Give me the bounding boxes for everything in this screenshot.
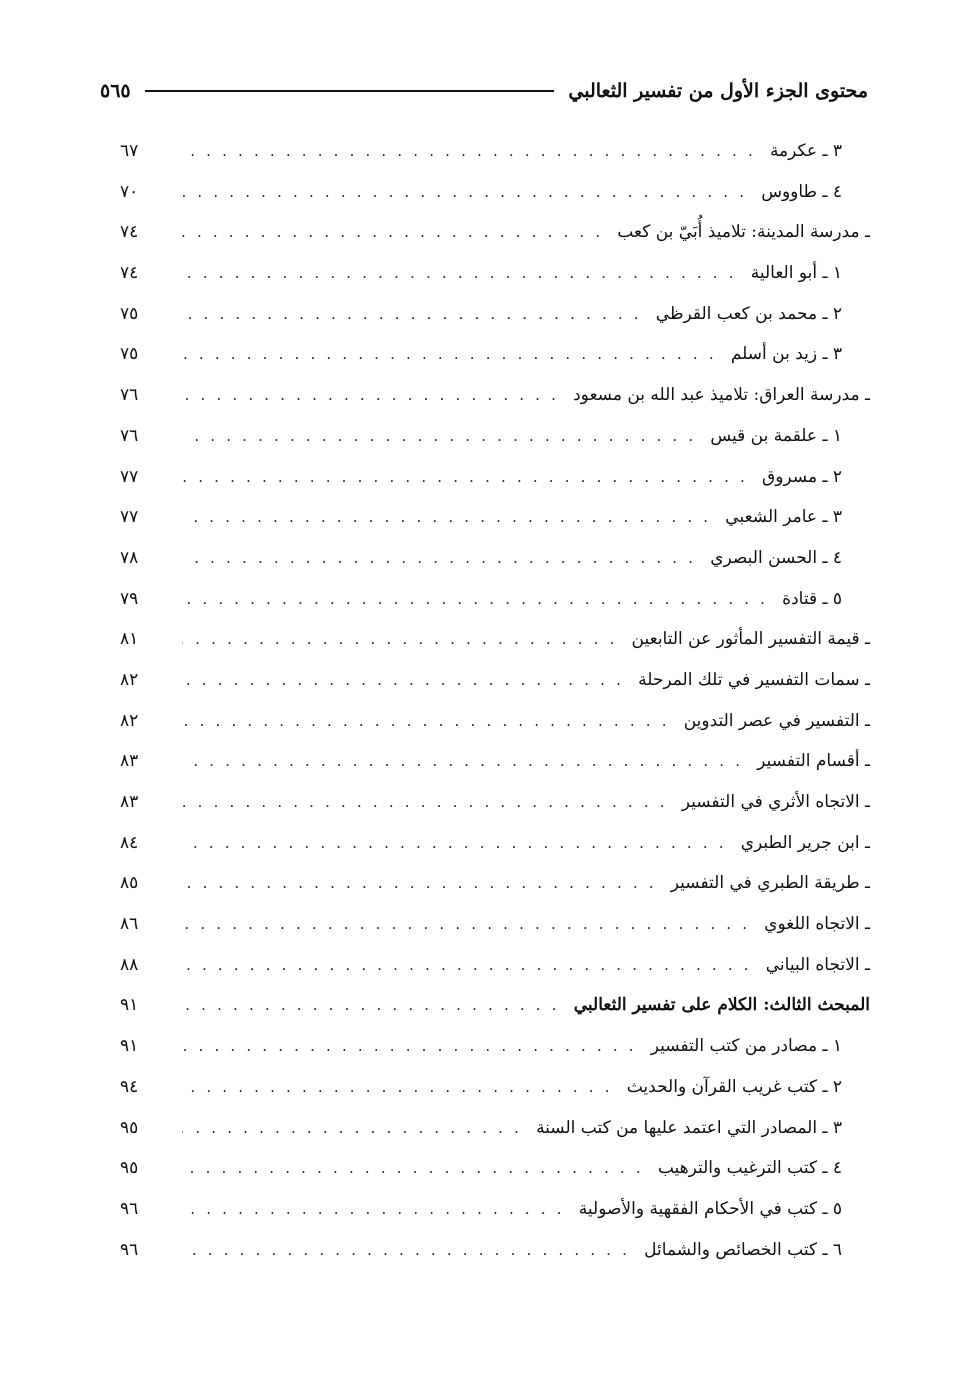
toc-entry-title: ٢ ـ محمد بن كعب القرظي (655, 303, 842, 324)
toc-entry-title: المبحث الثالث: الكلام على تفسير الثعالبي (573, 995, 870, 1016)
toc-entry-page: ٩٥ (120, 1117, 139, 1138)
toc-entry-title: ١ ـ مصادر من كتب التفسير (650, 1036, 842, 1057)
dot-leader (182, 253, 737, 294)
dot-leader (182, 538, 696, 579)
toc-entry (120, 416, 870, 457)
toc-entry (120, 660, 870, 701)
toc-entry-title: ٢ ـ مسروق (762, 466, 842, 487)
toc-entry (120, 619, 870, 660)
toc-entry-title: ٤ ـ طاووس (761, 181, 842, 202)
dot-leader (182, 863, 657, 904)
toc-entry-page: ٨٣ (120, 751, 139, 772)
toc-entry (120, 579, 870, 620)
dot-leader (182, 212, 603, 253)
toc-entry-page: ٨١ (120, 629, 139, 650)
table-of-contents (120, 131, 870, 1270)
toc-entry (120, 985, 870, 1026)
toc-entry (120, 375, 870, 416)
dot-leader (182, 701, 670, 742)
toc-entry-page: ٨٣ (120, 792, 139, 812)
toc-entry (120, 253, 870, 294)
toc-entry-title: ـ التفسير في عصر التدوين (683, 710, 870, 731)
toc-entry (120, 538, 870, 579)
toc-entry-title: ـ أقسام التفسير (757, 751, 870, 772)
dot-leader (182, 782, 668, 823)
toc-entry (120, 904, 870, 945)
toc-entry (120, 782, 870, 823)
toc-entry-page: ٧٤ (120, 222, 139, 243)
toc-entry (120, 1026, 870, 1067)
toc-entry (120, 1148, 870, 1189)
toc-entry-title: ٥ ـ كتب في الأحكام الفقهية والأصولية (578, 1198, 842, 1219)
dot-leader (182, 1026, 637, 1067)
toc-entry-page: ٨٢ (120, 669, 139, 690)
toc-entry-page: ٩٦ (120, 1239, 139, 1260)
toc-entry-page: ٧٥ (120, 344, 139, 365)
toc-entry-title: ـ الاتجاه اللغوي (764, 914, 870, 935)
dot-leader (182, 945, 752, 986)
toc-entry-page: ٧٧ (120, 507, 139, 528)
toc-entry-page: ٩١ (120, 1036, 139, 1057)
running-header (100, 74, 868, 108)
toc-entry-page: ٧٦ (120, 425, 139, 446)
dot-leader (182, 334, 717, 375)
dot-leader (182, 619, 618, 660)
toc-entry-title: ٦ ـ كتب الخصائص والشمائل (644, 1239, 842, 1260)
dot-leader (182, 497, 711, 538)
dot-leader (182, 375, 559, 416)
toc-entry-page: ٩١ (120, 995, 139, 1016)
toc-entry-page: ٨٨ (120, 954, 139, 975)
toc-entry-title: ٣ ـ عكرمة (769, 141, 842, 161)
toc-entry (120, 823, 870, 864)
dot-leader (182, 172, 747, 213)
toc-entry (120, 457, 870, 498)
dot-leader (182, 416, 696, 457)
dot-leader (182, 904, 750, 945)
toc-entry-title: ٣ ـ المصادر التي اعتمد عليها من كتب السنة (536, 1117, 842, 1138)
toc-entry (120, 1230, 870, 1271)
toc-entry-page: ٧٧ (120, 466, 139, 487)
toc-entry-page: ٧٥ (120, 303, 139, 324)
toc-entry-title: ١ ـ علقمة بن قيس (710, 425, 842, 446)
toc-entry-title: ـ قيمة التفسير المأثور عن التابعين (631, 629, 870, 650)
toc-entry-title: ـ مدرسة العراق: تلاميذ عبد الله بن مسعود (573, 385, 870, 406)
toc-entry (120, 1067, 870, 1108)
toc-entry-title: ـ الاتجاه البياني (765, 954, 870, 975)
toc-entry-page: ٩٤ (120, 1076, 139, 1097)
toc-entry-page: ٨٥ (120, 873, 139, 894)
toc-entry (120, 294, 870, 335)
toc-entry-title: ـ سمات التفسير في تلك المرحلة (638, 669, 870, 690)
toc-entry-title: ـ ابن جرير الطبري (740, 832, 870, 853)
toc-entry-title: ٣ ـ زيد بن أسلم (730, 344, 842, 365)
dot-leader (182, 294, 642, 335)
dot-leader (182, 457, 748, 498)
toc-entry-title: ٢ ـ كتب غريب القرآن والحديث (626, 1076, 842, 1097)
toc-entry (120, 741, 870, 782)
toc-entry (120, 863, 870, 904)
toc-entry-page: ٧٩ (120, 588, 139, 609)
dot-leader (182, 1148, 644, 1189)
toc-entry-page: ٨٦ (120, 914, 139, 935)
toc-entry (120, 334, 870, 375)
toc-entry (120, 1189, 870, 1230)
dot-leader (182, 579, 768, 620)
dot-leader (182, 1108, 522, 1149)
running-header-title: محتوى الجزء الأول من تفسير الثعالبي (568, 80, 868, 102)
dot-leader (182, 131, 756, 172)
toc-entry-title: ٤ ـ كتب الترغيب والترهيب (657, 1158, 842, 1179)
toc-entry-title: ٥ ـ قتادة (782, 588, 842, 609)
dot-leader (182, 1230, 630, 1271)
toc-entry-page: ٧٨ (120, 547, 139, 568)
toc-entry-page: ٨٢ (120, 710, 139, 731)
toc-entry (120, 497, 870, 538)
toc-entry (120, 172, 870, 213)
dot-leader (182, 823, 727, 864)
toc-entry-title: ـ الاتجاه الأثري في التفسير (681, 792, 870, 812)
dot-leader (182, 741, 743, 782)
toc-entry-page: ٩٥ (120, 1158, 139, 1179)
toc-entry-title: ـ طريقة الطبري في التفسير (670, 873, 870, 894)
dot-leader (182, 1067, 613, 1108)
toc-entry (120, 701, 870, 742)
toc-entry-page: ٧٠ (120, 181, 139, 202)
toc-entry-title: ـ مدرسة المدينة: تلاميذ أُبَيّ بن كعب (617, 222, 870, 243)
toc-entry (120, 131, 870, 172)
page-number: ٥٦٥ (100, 80, 131, 102)
dot-leader (182, 1189, 565, 1230)
toc-entry (120, 212, 870, 253)
toc-entry-page: ٩٦ (120, 1198, 139, 1219)
toc-entry-title: ٣ ـ عامر الشعبي (725, 507, 842, 528)
dot-leader (182, 985, 560, 1026)
toc-entry-page: ٦٧ (120, 141, 139, 161)
toc-entry-title: ٤ ـ الحسن البصري (710, 547, 842, 568)
toc-entry-page: ٨٤ (120, 832, 139, 853)
dot-leader (182, 660, 624, 701)
toc-entry (120, 1108, 870, 1149)
toc-entry (120, 945, 870, 986)
toc-entry-page: ٧٦ (120, 385, 139, 406)
toc-entry-page: ٧٤ (120, 263, 139, 284)
toc-entry-title: ١ ـ أبو العالية (750, 263, 842, 284)
header-rule (145, 90, 555, 92)
